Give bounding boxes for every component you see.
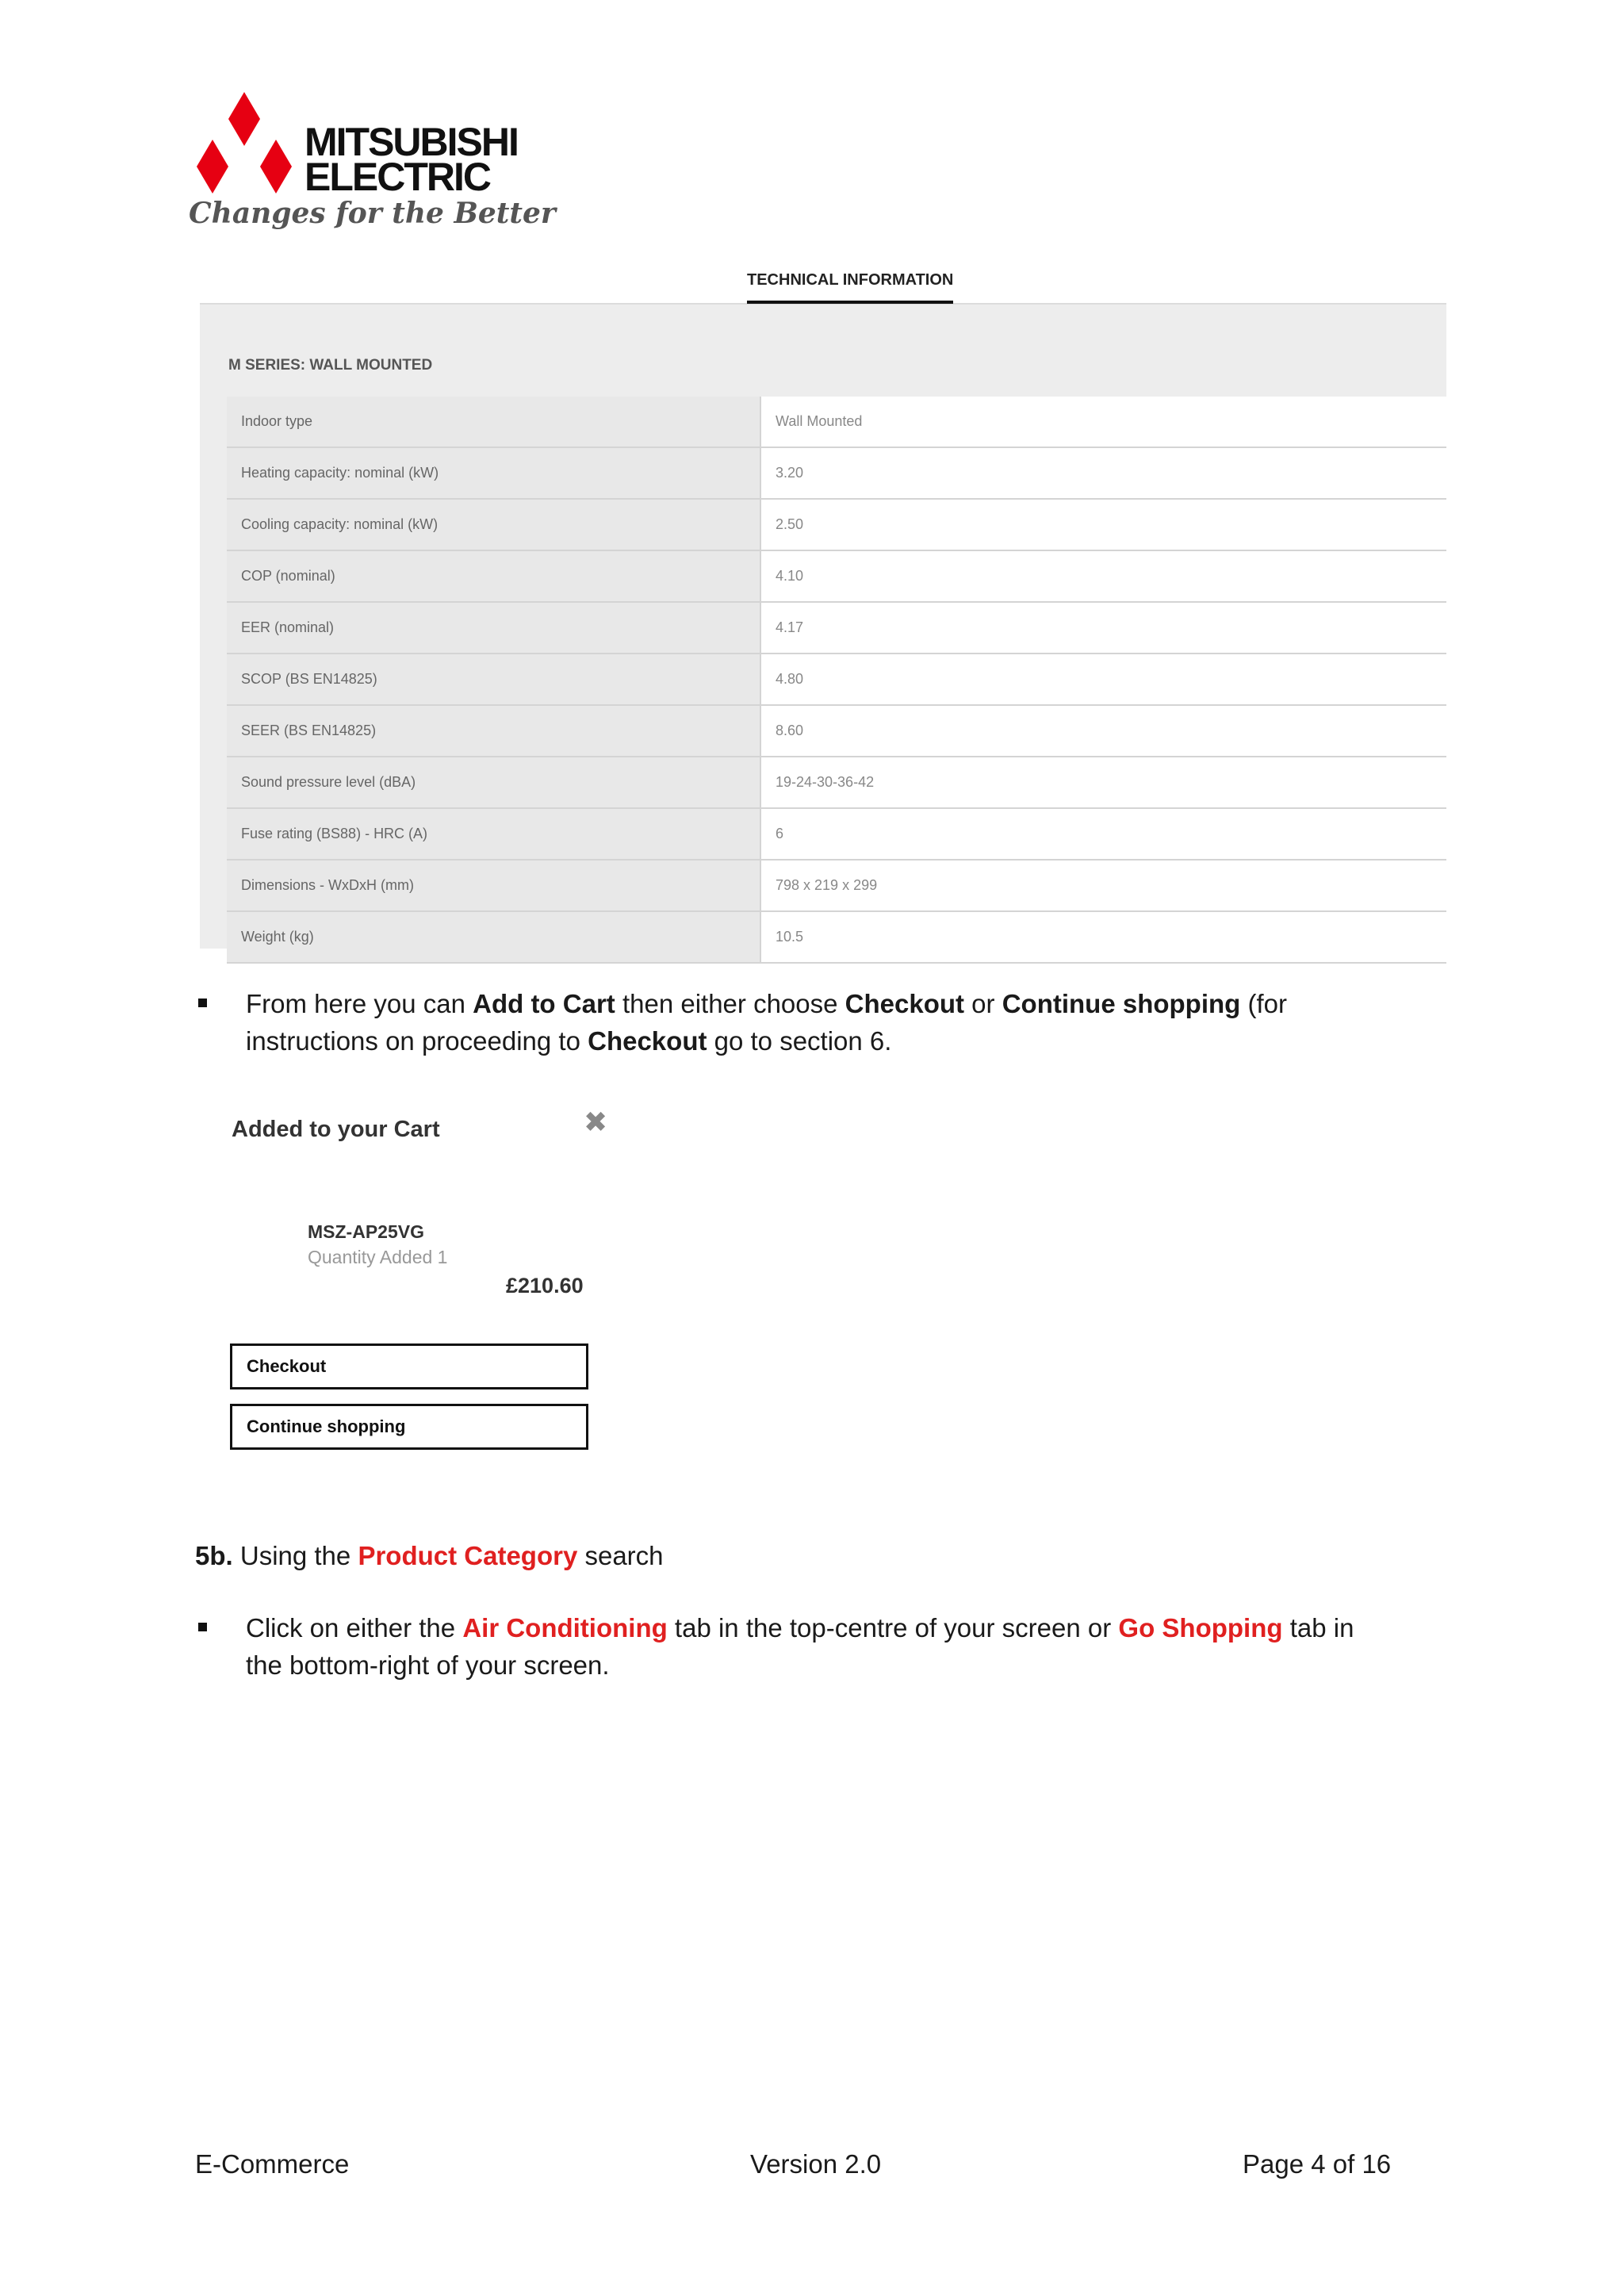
logo-brand-line1: MITSUBISHI (304, 120, 518, 164)
spec-row (227, 911, 1446, 963)
spec-table (227, 397, 1446, 964)
spec-row (227, 705, 1446, 757)
spec-label: Fuse rating (BS88) - HRC (A) (227, 808, 760, 860)
tab-technical-information[interactable]: TECHNICAL INFORMATION (747, 271, 953, 304)
spec-label: Cooling capacity: nominal (kW) (227, 499, 760, 550)
cart-quantity: Quantity Added 1 (308, 1247, 448, 1267)
spec-value: 10.5 (760, 911, 1446, 963)
spec-label: COP (nominal) (227, 550, 760, 602)
spec-panel (200, 305, 1446, 949)
spec-label: Weight (kg) (227, 911, 760, 963)
spec-label: SCOP (BS EN14825) (227, 654, 760, 705)
spec-label: Indoor type (227, 397, 760, 447)
cart-product-model: MSZ-AP25VG (308, 1221, 424, 1242)
bullet-icon (198, 999, 207, 1007)
spec-value: 2.50 (760, 499, 1446, 550)
continue-shopping-button[interactable]: Continue shopping (230, 1404, 588, 1450)
mitsubishi-electric-logo (187, 92, 556, 235)
spec-row (227, 602, 1446, 654)
spec-label: EER (nominal) (227, 602, 760, 654)
instruction-add-to-cart: From here you can Add to Cart then either choose Checkout or Continue shopping (for instructions on proceeding to Checkout go to section 6. (246, 989, 1287, 1056)
section-heading: 5b. Using the Product Category search (195, 1541, 664, 1570)
cart-popup (214, 1094, 626, 1467)
tab-bar (200, 262, 1446, 305)
cart-title: Added to your Cart (232, 1117, 440, 1142)
logo-tagline: Changes for the Better (189, 197, 556, 230)
spec-value: 3.20 (760, 447, 1446, 499)
spec-value: 19-24-30-36-42 (760, 757, 1446, 808)
footer-page-number: Page 4 of 16 (1243, 2149, 1392, 2179)
spec-row (227, 808, 1446, 860)
spec-label: SEER (BS EN14825) (227, 705, 760, 757)
instruction-product-category: Click on either the Air Conditioning tab in the top-centre of your screen or Go Shopping tab in the bottom-right of your screen. (246, 1613, 1354, 1680)
spec-row (227, 860, 1446, 911)
checkout-button[interactable]: Checkout (230, 1343, 588, 1389)
spec-row (227, 757, 1446, 808)
spec-label: Sound pressure level (dBA) (227, 757, 760, 808)
logo-brand-line2: ELECTRIC (304, 155, 490, 199)
spec-value: 4.10 (760, 550, 1446, 602)
spec-value: 4.80 (760, 654, 1446, 705)
close-icon[interactable]: ✖ (584, 1106, 608, 1138)
spec-row (227, 654, 1446, 705)
spec-label: Heating capacity: nominal (kW) (227, 447, 760, 499)
bullet-icon (198, 1623, 207, 1631)
spec-value: 798 x 219 x 299 (760, 860, 1446, 911)
spec-row (227, 397, 1446, 447)
spec-value: 6 (760, 808, 1446, 860)
spec-row (227, 447, 1446, 499)
spec-row (227, 499, 1446, 550)
spec-value: 4.17 (760, 602, 1446, 654)
footer-version: Version 2.0 (750, 2149, 882, 2179)
spec-value: 8.60 (760, 705, 1446, 757)
spec-value: Wall Mounted (760, 397, 1446, 447)
spec-row (227, 550, 1446, 602)
spec-series-heading: M SERIES: WALL MOUNTED (228, 357, 433, 374)
spec-label: Dimensions - WxDxH (mm) (227, 860, 760, 911)
footer-left: E-Commerce (195, 2149, 350, 2179)
three-diamonds-logo-icon (187, 92, 301, 194)
cart-price: £210.60 (506, 1274, 584, 1297)
